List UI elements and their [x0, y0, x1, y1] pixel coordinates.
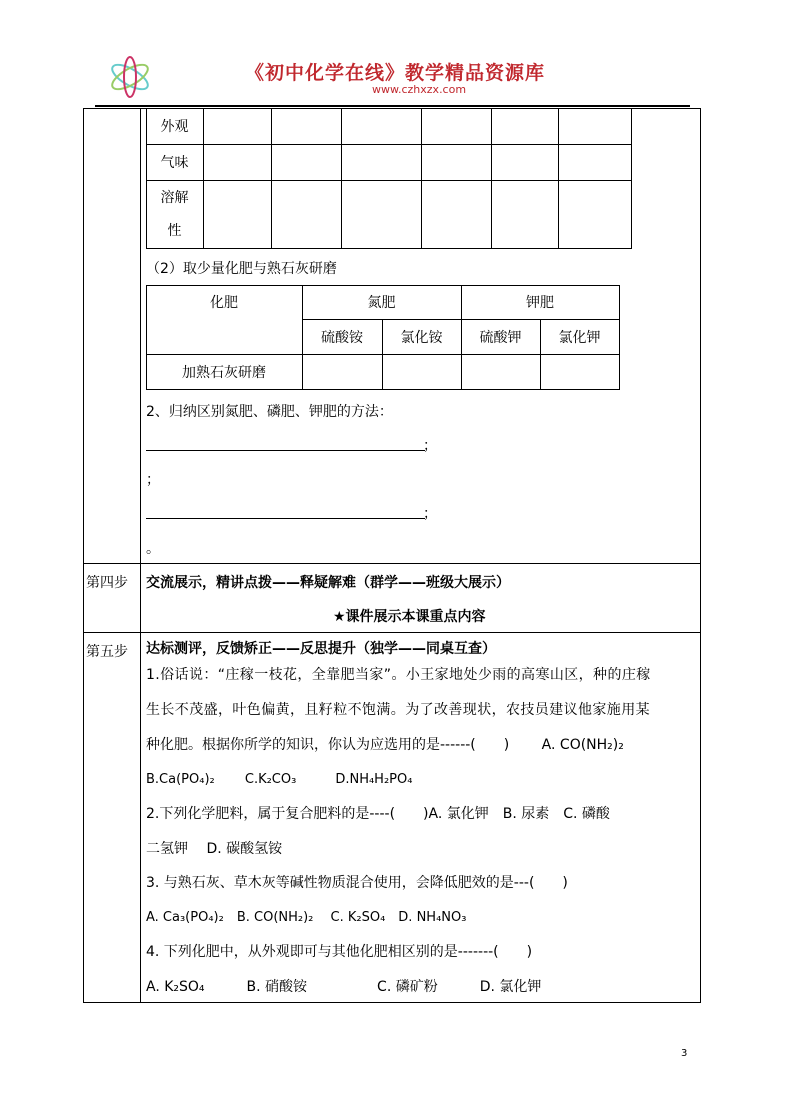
step4-title: 交流展示，精讲点拨——释疑解难（群学——班级大展示） [146, 575, 510, 591]
period: 。 [146, 541, 160, 557]
step5-title: 达标测评，反馈矫正——反思提升（独学——同桌互查） [146, 641, 496, 657]
header-url: www.czhxzx.com [372, 83, 467, 96]
semicolon: ； [423, 506, 437, 522]
q4-options: A. K₂SO₄ B. 硝酸铵 C. 磷矿粉 D. 氯化钾 [146, 979, 542, 995]
q3-line: 3. 与熟石灰、草木灰等碱性物质混合使用，会降低肥效的是---( ) [146, 875, 568, 891]
step5-label: 第五步 [86, 644, 128, 660]
q1-options: B.Ca(PO₄)₂ C.K₂CO₃ D.NH₄H₂PO₄ [146, 772, 413, 787]
logo-icon [108, 54, 152, 100]
step4-subtitle: ★课件展示本课重点内容 [333, 609, 486, 625]
header-title: 《初中化学在线》教学精品资源库 [245, 62, 546, 84]
row-label-grind: 加熟石灰研磨 [182, 364, 266, 381]
q1-line: 生长不茂盛，叶色偏黄，且籽粒不饱满。为了改善现状，农技员建议他家施用某 [146, 702, 650, 718]
sub-header: 硫酸钾 [479, 329, 522, 346]
semicolon: ； [146, 472, 160, 488]
sub-header: 氯化铵 [400, 329, 443, 346]
semicolon: ； [423, 438, 437, 454]
row-label-solubility: 溶解 [160, 190, 189, 206]
q1-line: 1.俗话说：“庄稼一枝花，全靠肥当家”。小王家地处少雨的高寒山区，种的庄稼 [146, 667, 651, 683]
q2-line: 二氢钾 D. 碳酸氢铵 [146, 841, 283, 857]
page-number: 3 [681, 1048, 688, 1059]
q3-options: A. Ca₃(PO₄)₂ B. CO(NH₂)₂ C. K₂SO₄ D. NH₄NO₃ [146, 910, 467, 925]
row-label-smell: 气味 [160, 155, 189, 171]
header-potassium: 钾肥 [526, 295, 554, 311]
summary-question: 2、归纳区别氮肥、磷肥、钾肥的方法： [146, 404, 393, 420]
row-label-appearance: 外观 [160, 119, 189, 135]
step-note-2: （2）取少量化肥与熟石灰研磨 [146, 261, 337, 277]
header-fertilizer: 化肥 [210, 295, 238, 311]
step4-label: 第四步 [86, 575, 128, 591]
row-label-solubility-2: 性 [167, 223, 182, 239]
q4-line: 4. 下列化肥中，从外观即可与其他化肥相区别的是-------( ) [146, 944, 533, 960]
q2-line: 2.下列化学肥料，属于复合肥料的是----( )A. 氯化钾 B. 尿素 C. 磷酸 [146, 806, 610, 822]
sub-header: 硫酸铵 [321, 329, 363, 346]
q1-line: 种化肥。根据你所学的知识，你认为应选用的是------( ) A. CO(NH₂)₂ [146, 737, 624, 753]
sub-header: 氯化钾 [558, 329, 601, 346]
header-nitrogen: 氮肥 [367, 295, 396, 311]
